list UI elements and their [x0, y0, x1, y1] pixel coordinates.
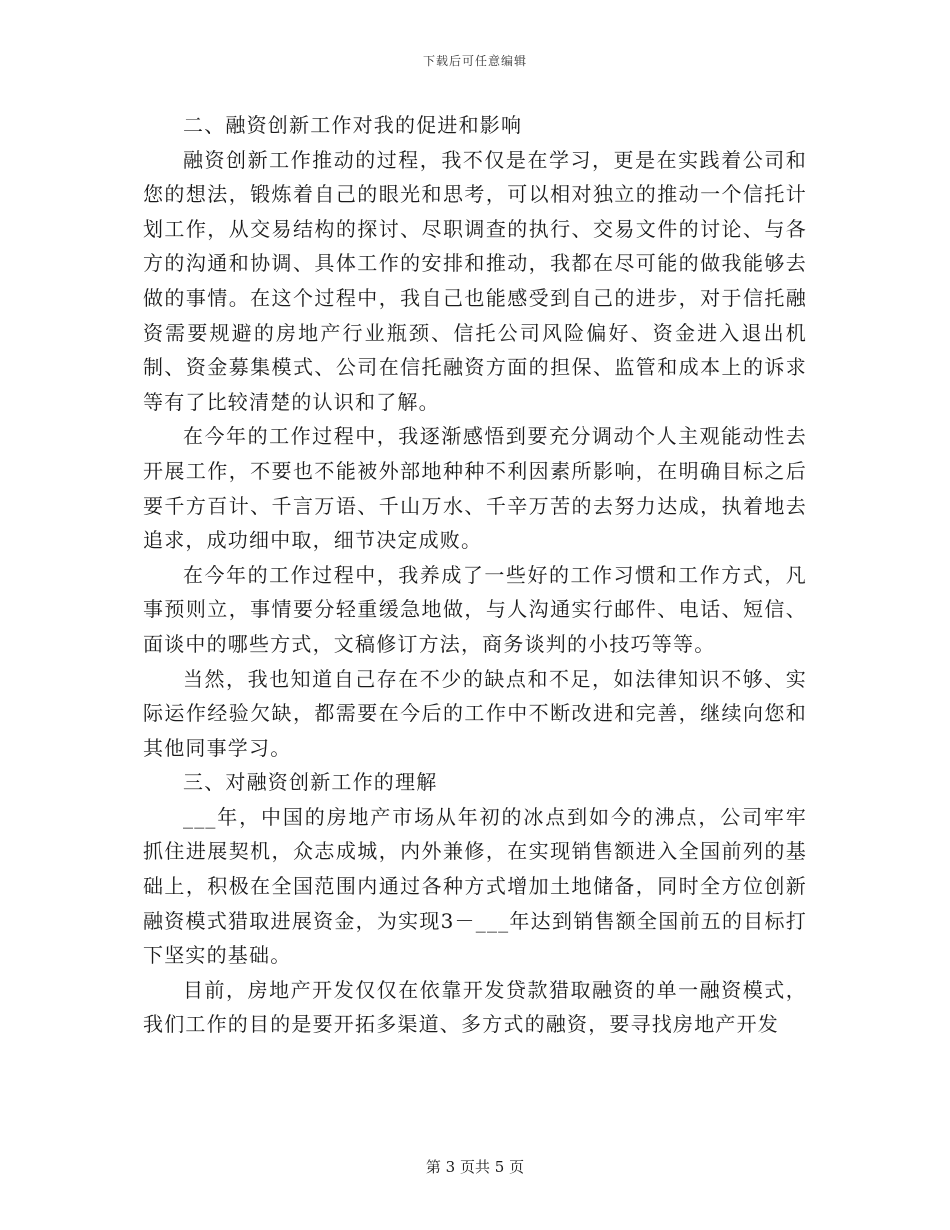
paragraph-5: ___年，中国的房地产市场从年初的冰点到如今的沸点，公司牢牢抓住进展契机，众志成城，内外兼修，在实现销售额进入全国前列的基础上，积极在全国范围内通过各种方式增加土地储备，同时全方位创新融资模式猎取进展资金，为实现3－___年达到销售额全国前五的目标打下坚实的基础。 [143, 804, 807, 968]
paragraph-1: 融资创新工作推动的过程，我不仅是在学习，更是在实践着公司和您的想法，锻炼着自己的眼光和思考，可以相对独立的推动一个信托计划工作，从交易结构的探讨、尽职调查的执行、交易文件的讨论、与各方的沟通和协调、具体工作的安排和推动，我都在尽可能的做我能够去做的事情。在这个过程中，我自己也能感受到自己的进步，对于信托融资需要规避的房地产行业瓶颈、信托公司风险偏好、资金进入退出机制、资金募集模式、公司在信托融资方面的担保、监管和成本上的诉求等有了比较清楚的认识和了解。 [143, 147, 807, 414]
paragraph-3: 在今年的工作过程中，我养成了一些好的工作习惯和工作方式，凡事预则立，事情要分轻重缓急地做，与人沟通实行邮件、电话、短信、面谈中的哪些方式，文稿修订方法，商务谈判的小技巧等等。 [143, 562, 807, 656]
paragraph-2: 在今年的工作过程中，我逐渐感悟到要充分调动个人主观能动性去开展工作，不要也不能被外部地种种不利因素所影响，在明确目标之后要千方百计、千言万语、千山万水、千辛万苦的去努力达成，执着地去追求，成功细中取，细节决定成败。 [143, 424, 807, 553]
paragraph-6: 目前，房地产开发仅仅在依靠开发贷款猎取融资的单一融资模式，我们工作的目的是要开拓多渠道、多方式的融资，要寻找房地产开发 [143, 977, 807, 1037]
section-heading-2: 二、融资创新工作对我的促进和影响 [183, 113, 523, 137]
paragraph-4: 当然，我也知道自己存在不少的缺点和不足，如法律知识不够、实际运作经验欠缺，都需要在今后的工作中不断改进和完善，继续向您和其他同事学习。 [143, 666, 807, 760]
page-header: 下载后可任意编辑 [422, 54, 527, 68]
page-number-footer: 第 3 页共 5 页 [425, 1158, 525, 1176]
section-heading-3: 三、对融资创新工作的理解 [183, 770, 438, 795]
document-body [143, 108, 807, 1042]
